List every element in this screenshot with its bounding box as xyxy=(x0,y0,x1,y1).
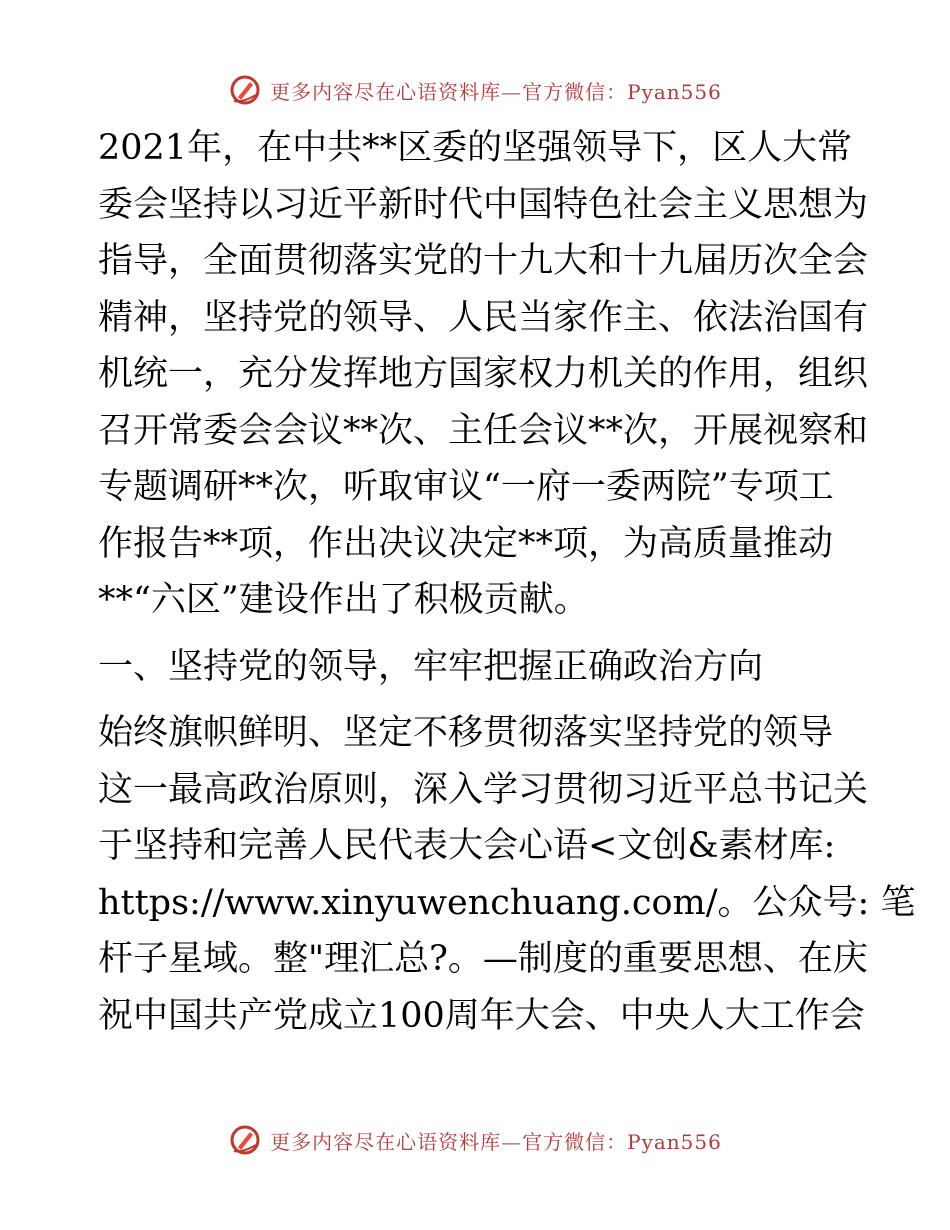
paragraph xyxy=(98,120,869,629)
text-line: 始终旗帜鲜明、坚定不移贯彻落实坚持党的领导 xyxy=(98,713,834,753)
paragraph-gap xyxy=(98,695,858,705)
text-line: 指导，全面贯彻落实党的十九大和十九届历次全会 xyxy=(98,241,869,281)
watermark-text: 更多内容尽在心语资料库—官方微信：Pyan556 xyxy=(270,1129,722,1154)
text-line: 于坚持和完善人民代表大会心语<文创&素材库: xyxy=(98,826,836,866)
text-line: 祝中国共产党成立100周年大会、中央人大工作会 xyxy=(98,995,865,1036)
brand-logo-icon xyxy=(228,73,262,107)
paragraph xyxy=(98,705,916,1044)
text-line: 召开常委会会议**次、主任会议**次，开展视察和 xyxy=(98,410,869,451)
text-line: 委会坚持以习近平新时代中国特色社会主义思想为 xyxy=(98,184,869,225)
brand-logo-icon xyxy=(228,1123,262,1157)
text-line: 作报告**项，作出决议决定**项，为高质量推动 xyxy=(98,523,834,564)
text-line: 这一最高政治原则，深入学习贯彻习近平总书记关 xyxy=(98,769,869,810)
text-line: 机统一，充分发挥地方国家权力机关的作用，组织 xyxy=(98,354,869,394)
text-line: **“六区”建设作出了积极贡献。 xyxy=(98,580,589,620)
text-line: 专题调研**次，听取审议“一府一委两院”专项工 xyxy=(98,467,834,507)
text-line: 杆子星域。整"理汇总?。—制度的重要思想、在庆 xyxy=(98,939,868,979)
watermark-header xyxy=(0,70,950,110)
section-heading: 一、坚持党的领导，牢牢把握正确政治方向 xyxy=(98,646,764,687)
watermark-text: 更多内容尽在心语资料库—官方微信：Pyan556 xyxy=(270,79,722,104)
paragraph-gap xyxy=(98,629,858,639)
watermark-footer xyxy=(0,1120,950,1160)
document-body xyxy=(98,120,916,1044)
text-line: 精神，坚持党的领导、人民当家作主、依法治国有 xyxy=(98,297,869,338)
text-line: 2021年，在中共**区委的坚强领导下，区人大常 xyxy=(98,128,853,168)
text-line: https://www.xinyuwenchuang.com/。公众号: 笔 xyxy=(98,882,916,923)
